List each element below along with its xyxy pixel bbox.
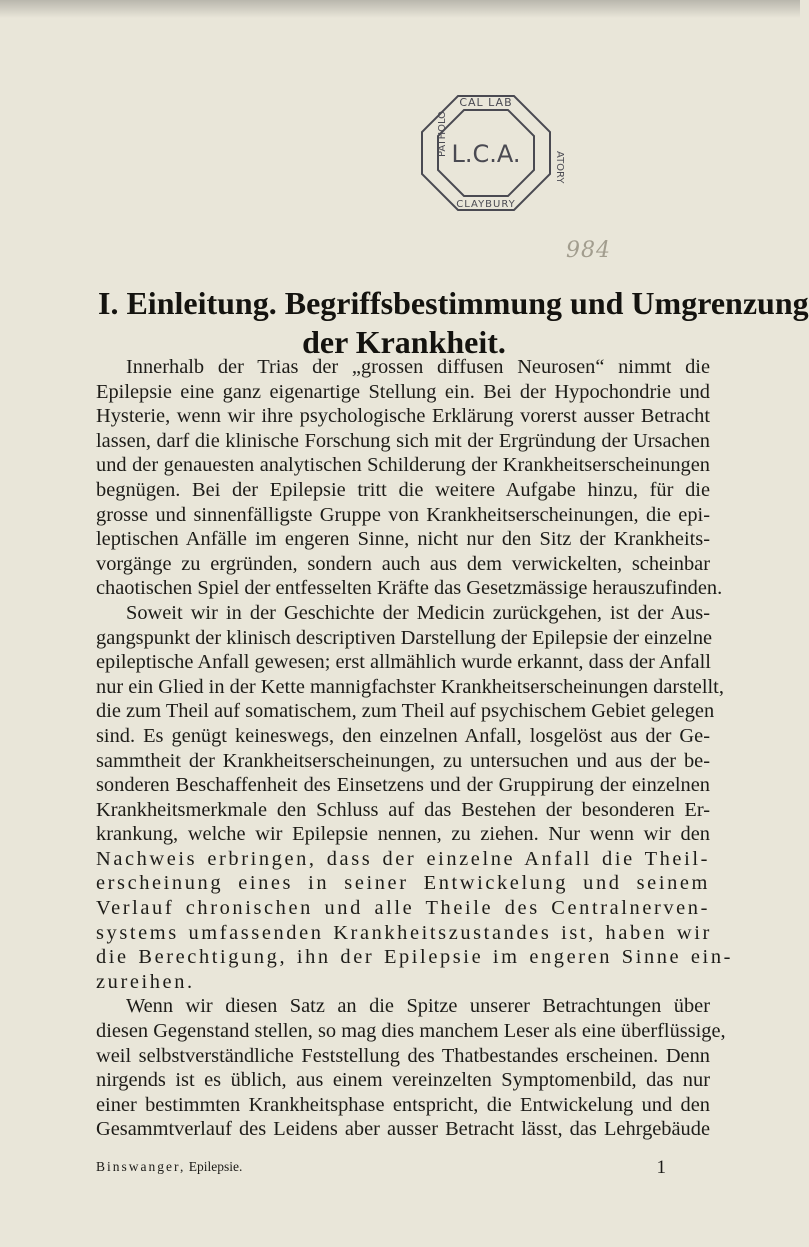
text-line-emphasis: die Berechtigung, ihn der Epilepsie im engeren Sinne ein-: [96, 946, 734, 969]
text-line-emphasis: Verlauf chronischen und alle Theile des Centralnerven-: [96, 897, 710, 920]
text-line: sonderen Beschaffenheit des Einsetzens und der Gruppirung der einzelnen: [96, 774, 710, 797]
text-line: Hysterie, wenn wir ihre psychologische Erklärung vorerst ausser Betracht: [96, 405, 710, 428]
heading-line-2: der Krankheit.: [302, 324, 506, 360]
heading-line-1: I. Einleitung. Begriffsbestimmung und Umgrenzung: [98, 285, 809, 321]
stamp-center-text: L.C.A.: [451, 140, 521, 168]
footer-author: Binswanger,: [96, 1159, 186, 1174]
svg-text:ATORY: ATORY: [554, 151, 565, 184]
text-line: diesen Gegenstand stellen, so mag dies manchem Leser als eine überflüssige,: [96, 1020, 726, 1043]
text-line: vorgänge zu ergründen, sondern auch aus dem verwickelten, scheinbar: [96, 552, 710, 575]
text-line: lassen, darf die klinische Forschung sich mit der Ergründung der Ursachen: [96, 429, 710, 452]
page-footer: [96, 1157, 710, 1178]
text-line: epileptische Anfall gewesen; erst allmählich wurde erkannt, dass der Anfall: [96, 651, 711, 674]
handwritten-shelf-mark: 984: [566, 238, 611, 263]
text-line: Soweit wir in der Geschichte der Medicin zurückgehen, ist der Aus-: [126, 601, 710, 624]
library-stamp: [418, 90, 565, 216]
text-line-emphasis: Nachweis erbringen, dass der einzelne Anfall die Theil-: [96, 847, 710, 870]
text-line-emphasis: systems umfassenden Krankheitszustandes ist, haben wir: [96, 921, 712, 944]
text-line: Innerhalb der Trias der „grossen diffusen Neurosen“ nimmt die: [126, 356, 710, 378]
footer-title: Epilepsie.: [188, 1159, 243, 1174]
text-line: nur ein Glied in der Kette mannigfachster Krankheitserscheinungen darstellt,: [96, 675, 724, 698]
text-line: begnügen. Bei der Epilepsie tritt die weitere Aufgabe hinzu, für die: [96, 478, 710, 501]
text-line: nirgends ist es üblich, aus einem vereinzelten Symptomenbild, das nur: [96, 1069, 710, 1092]
svg-text:CLAYBURY: CLAYBURY: [456, 199, 516, 210]
text-line: Epilepsie eine ganz eigenartige Stellung ein. Bei der Hypochondrie und: [96, 380, 710, 403]
text-line: leptischen Anfälle im engeren Sinne, nicht nur den Sitz der Krankheits-: [96, 528, 710, 551]
svg-text:CAL LAB: CAL LAB: [459, 96, 513, 109]
text-line: chaotischen Spiel der entfesselten Kräfte das Gesetzmässige herauszufinden.: [96, 577, 723, 600]
text-line-emphasis: zureihen.: [96, 970, 195, 993]
text-line: grosse und sinnenfälligste Gruppe von Krankheitserscheinungen, die epi-: [96, 503, 710, 526]
text-line: und der genauesten analytischen Schilderung der Krankheitserscheinungen: [96, 454, 710, 477]
body-text: [96, 355, 734, 1142]
text-line: Gesammtverlauf des Leidens aber ausser Betracht lässt, das Lehrgebäude: [96, 1118, 710, 1141]
chapter-heading: [98, 284, 809, 362]
text-line-emphasis: erscheinung eines in seiner Entwickelung und seinem: [96, 872, 710, 895]
text-line: einer bestimmten Krankheitsphase entspricht, die Entwickelung und den: [96, 1093, 710, 1116]
text-line: Krankheitsmerkmale den Schluss auf das Bestehen der besonderen Er-: [96, 798, 710, 821]
text-line: gangspunkt der klinisch descriptiven Darstellung der Epilepsie der einzelne: [96, 626, 713, 649]
text-line: Wenn wir diesen Satz an die Spitze unserer Betrachtungen über: [126, 995, 710, 1018]
text-line: weil selbstverständliche Feststellung des Thatbestandes erscheinen. Denn: [96, 1044, 710, 1067]
page-top-edge: [0, 0, 800, 18]
sheet-number: 1: [656, 1157, 666, 1178]
stamp-graphic: [418, 90, 565, 216]
text-line: krankung, welche wir Epilepsie nennen, zu ziehen. Nur wenn wir den: [96, 823, 710, 846]
text-line: sammtheit der Krankheitserscheinungen, zu untersuchen und aus der be-: [96, 749, 710, 772]
text-line: die zum Theil auf somatischem, zum Theil auf psychischem Gebiet gelegen: [96, 700, 715, 723]
text-line: sind. Es genügt keineswegs, den einzelnen Anfall, losgelöst aus der Ge-: [96, 724, 710, 747]
svg-text:PATHOLO: PATHOLO: [437, 110, 448, 157]
